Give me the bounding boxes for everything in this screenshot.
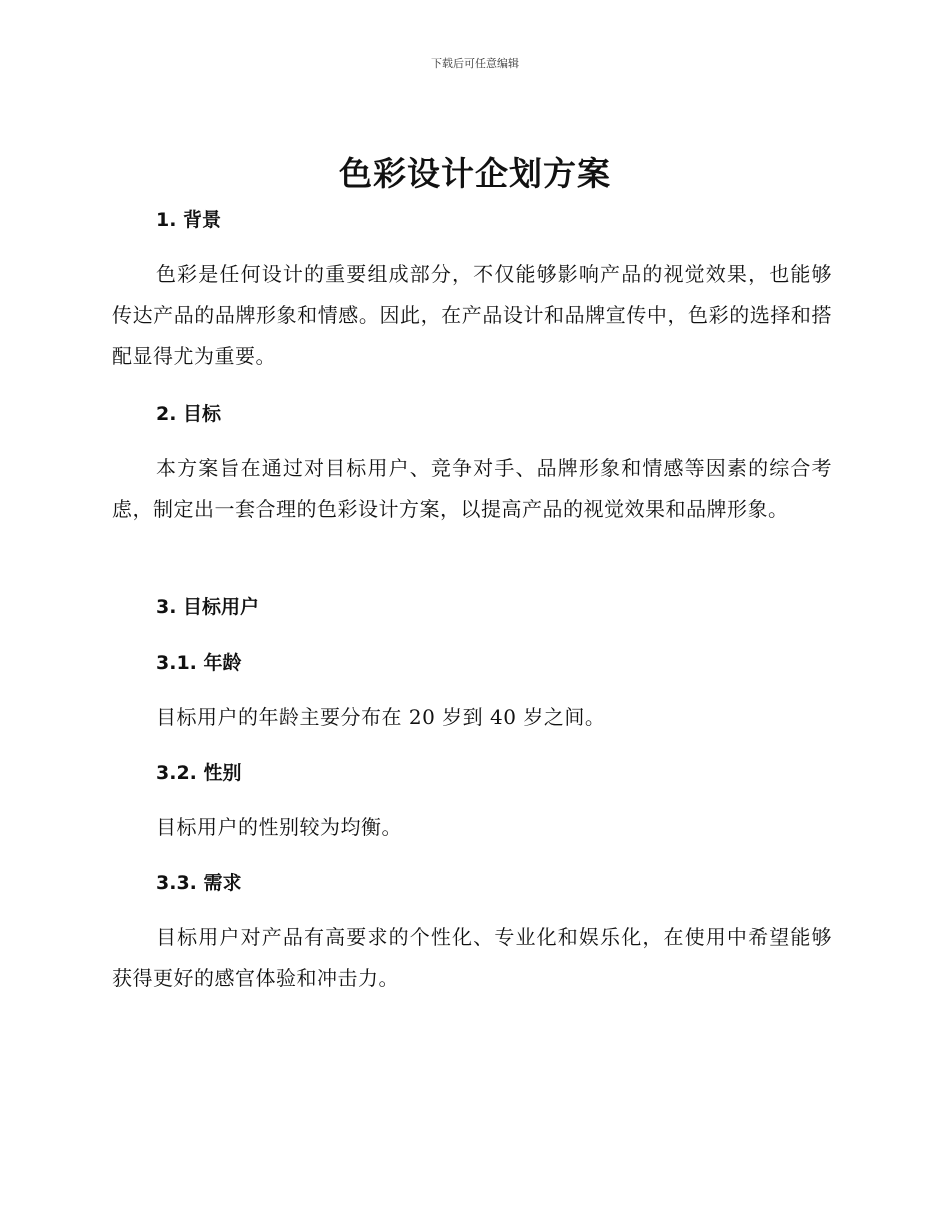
- section-background: [112, 207, 832, 233]
- document-title: 色彩设计企划方案: [339, 154, 611, 193]
- section-paragraph: 目标用户对产品有高要求的个性化、专业化和娱乐化，在使用中希望能够获得更好的感官体验和冲击力。: [112, 925, 832, 990]
- section-target-users: [112, 594, 832, 620]
- section-paragraph: 目标用户的性别较为均衡。: [156, 815, 402, 839]
- section-needs-body: [112, 917, 832, 999]
- section-age: [112, 650, 832, 676]
- section-paragraph: 目标用户的年龄主要分布在 20 岁到 40 岁之间。: [156, 705, 606, 729]
- section-background-body: [112, 254, 832, 377]
- section-heading: 3.2. 性别: [156, 762, 242, 784]
- section-needs: [112, 870, 832, 896]
- section-goal-body: [112, 448, 832, 530]
- section-gender: [112, 760, 832, 786]
- section-heading: 1. 背景: [156, 209, 222, 231]
- section-gender-body: [112, 807, 832, 848]
- section-age-body: [112, 697, 832, 738]
- section-heading: 3. 目标用户: [156, 596, 260, 618]
- section-heading: 3.3. 需求: [156, 872, 242, 894]
- section-paragraph: 本方案旨在通过对目标用户、竞争对手、品牌形象和情感等因素的综合考虑，制定出一套合理的色彩设计方案，以提高产品的视觉效果和品牌形象。: [112, 456, 832, 521]
- section-heading: 2. 目标: [156, 403, 222, 425]
- section-goal: [112, 401, 832, 427]
- section-paragraph: 色彩是任何设计的重要组成部分，不仅能够影响产品的视觉效果，也能够传达产品的品牌形象和情感。因此，在产品设计和品牌宣传中，色彩的选择和搭配显得尤为重要。: [112, 262, 832, 368]
- section-heading: 3.1. 年龄: [156, 652, 242, 674]
- header-note: 下载后可任意编辑: [431, 57, 519, 70]
